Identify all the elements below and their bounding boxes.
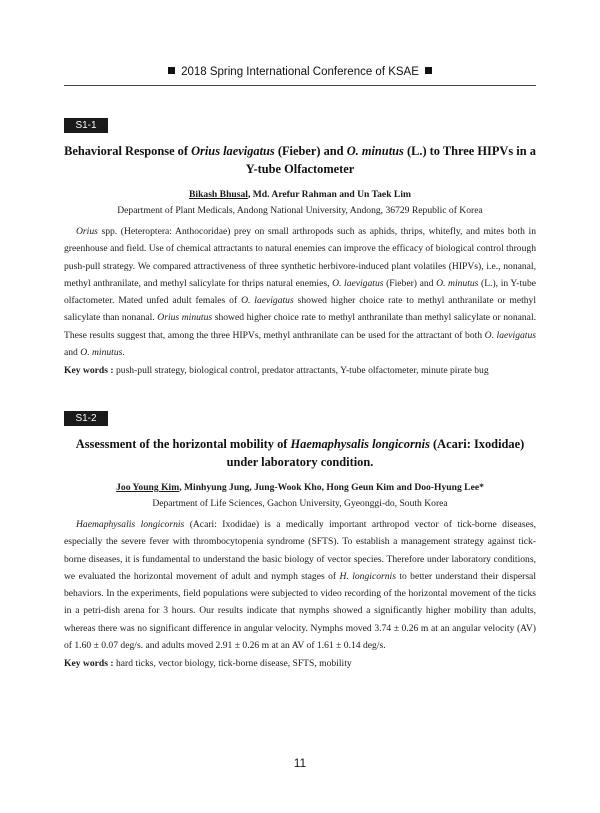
text-run: (Acari: Ixodidae) is a medically important arthropod vector of tick-borne diseases, especially the severe fever with thrombocytopenia syndrome (SFTS). To establish a management strategy against tick-borne diseases, it is fundamental to understand the basic biology of vector species. Therefore under laboratory conditions, we evaluated the horizontal movement of adult and nymph stages of <box>64 519 536 582</box>
text-run: (Acari: Ixodidae) under laboratory condition. <box>226 437 525 469</box>
abstract-title <box>64 142 536 178</box>
conference-header <box>64 66 536 78</box>
affiliation: Department of Life Sciences, Gachon University, Gyeonggi-do, South Korea <box>152 498 448 509</box>
abstract-body <box>64 223 536 361</box>
text-run: and <box>64 347 81 359</box>
italic-text-run: O. minutus <box>346 144 404 158</box>
italic-text-run: H. longicornis <box>339 570 396 582</box>
italic-text-run: Orius <box>76 226 98 237</box>
text-run: Behavioral Response of <box>64 144 192 158</box>
text-run: Assessment of the horizontal mobility of <box>75 437 291 451</box>
italic-text-run: Haemaphysalis longicornis <box>76 519 185 530</box>
keywords-label: Key words : <box>64 365 114 377</box>
header-rule <box>64 85 536 86</box>
abstract-section <box>64 408 536 669</box>
page-number: 11 <box>293 756 307 770</box>
abstract-section <box>64 115 536 376</box>
author-list <box>64 189 536 200</box>
italic-text-run: O. laevigatus <box>484 329 536 341</box>
presenting-author: Joo Young Kim <box>116 482 180 493</box>
text-run: (L.) to Three HIPVs in a Y-tube Olfactometer <box>245 144 536 176</box>
abstract-body <box>64 516 536 654</box>
text-run: . <box>122 347 125 359</box>
section-badge: S1-2 <box>64 411 108 426</box>
presenting-author: Bikash Bhusal <box>189 189 248 200</box>
italic-text-run: Haemaphysalis longicornis <box>290 437 430 451</box>
text-run: to better understand their dispersal behaviors. In the experiments, field populations were subjected to video recording of the horizontal movement of the ticks in a petri-dish arena for 3 hours. Our results indicate that nymphs showed a significantly higher mobility than adults, whereas there was no significant difference in angular velocity. Nymphs moved 3.74 ± 0.26 m at an angular velocity (AV) of 1.60 ± 0.07 deg/s. and adults moved 2.91 ± 0.26 m at an AV of 1.61 ± 0.14 deg/s. <box>64 570 536 652</box>
keywords-label: Key words : <box>64 658 114 670</box>
italic-text-run: O. laevigatus <box>241 295 294 307</box>
italic-text-run: Orius laevigatus <box>191 144 275 158</box>
author-list <box>64 482 536 493</box>
italic-text-run: Orius minutus <box>157 312 213 324</box>
keywords <box>64 365 536 376</box>
keywords-text: hard ticks, vector biology, tick-borne disease, SFTS, mobility <box>115 658 352 670</box>
keywords <box>64 658 536 669</box>
section-badge: S1-1 <box>64 118 108 133</box>
abstract-title <box>64 435 536 471</box>
text-run: (Fieber) and <box>383 277 437 289</box>
affiliation: Department of Plant Medicals, Andong National University, Andong, 36729 Republic of Korea <box>117 205 483 216</box>
square-bullet-icon <box>425 67 432 74</box>
italic-text-run: O. minutus <box>436 277 479 289</box>
square-bullet-icon <box>168 67 175 74</box>
co-authors: , Minhyung Jung, Jung-Wook Kho, Hong Geun Kim and Doo-Hyung Lee* <box>179 482 484 493</box>
conference-title: 2018 Spring International Conference of KSAE <box>181 66 419 78</box>
keywords-text: push-pull strategy, biological control, predator attractants, Y-tube olfactometer, minute pirate bug <box>115 365 489 377</box>
co-authors: , Md. Arefur Rahman and Un Taek Lim <box>247 189 411 200</box>
italic-text-run: O. laevigatus <box>332 277 384 289</box>
text-run: spp. (Heteroptera: Anthocoridae) prey on small arthropods such as aphids, thrips, whitefly, and mites both in greenhouse and field. Use of chemical attractants to natural enemies can improve the efficacy of biological control through push-pull strategy. We compared attractiveness of three synthetic herbivore-induced plant volatiles (HIPVs), i.e., nonanal, methyl anthranilate, and methyl salicylate for thrips natural enemies, <box>64 226 536 289</box>
text-run: showed higher choice rate to methyl anthranilate or methyl salicylate than nonanal. <box>64 295 536 324</box>
text-run: (L.), in Y-tube olfactometer. Mated unfed adult females of <box>64 277 536 307</box>
italic-text-run: O. minutus <box>80 347 123 359</box>
text-run: showed higher choice rate to methyl anthranilate than methyl salicylate or nonanal. These results suggest that, among the three HIPVs, methyl anthranilate can be used for the attractant of both <box>64 312 537 341</box>
text-run: (Fieber) and <box>274 144 347 158</box>
